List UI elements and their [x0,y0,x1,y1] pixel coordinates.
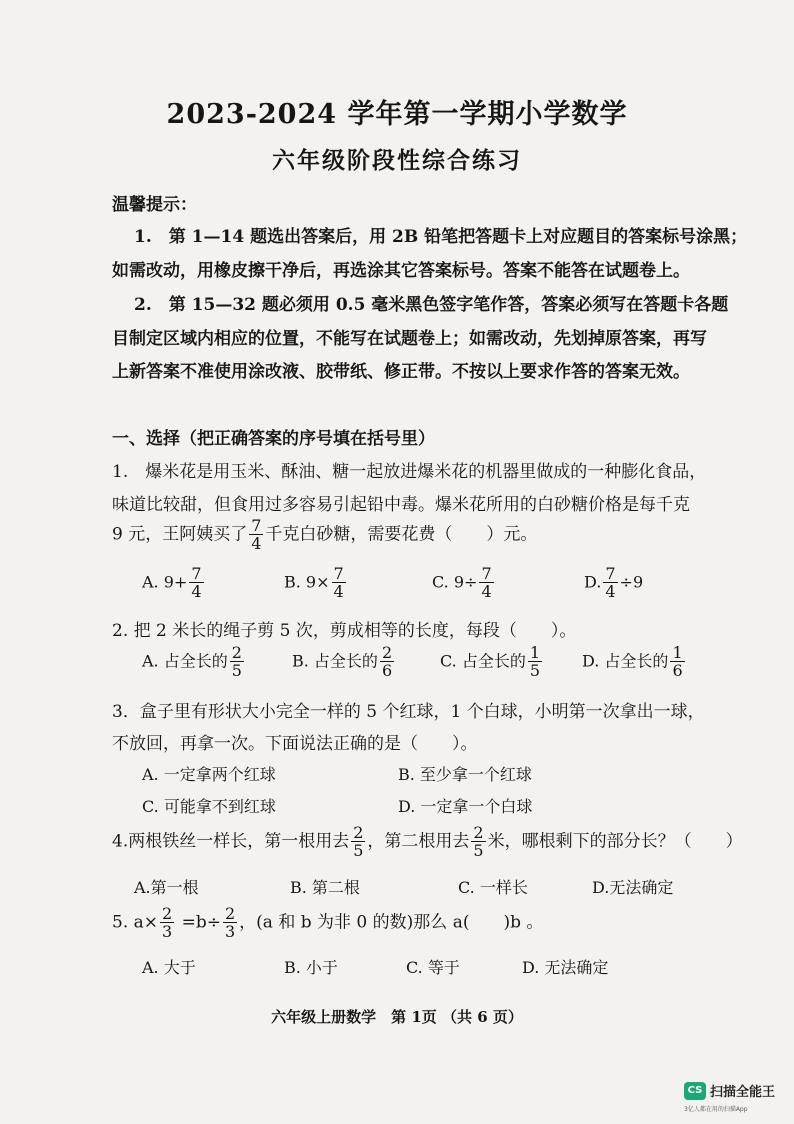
q4-option-d[interactable]: D.无法确定 [592,878,674,897]
q5-stem: 5. a× $\frac{2}{3}$ =b÷ $\frac{2}{3}$ ，(a 和 b 为非 0 的数)那么 a( )b 。 [112,904,544,941]
q4-stem: 4.两根铁丝一样长，第一根用去 $\frac{2}{5}$ ，第二根用去 $\frac{2}{5}$ 米，哪根剩下的部分长？（ ） [112,823,743,860]
q1-line-2: 味道比较甜，但食用过多容易引起铅中毒。爆米花所用的白砂糖价格是每千克 [112,495,690,515]
q2-stem: 2. 把 2 米长的绳子剪 5 次，剪成相等的长度，每段（ ）。 [112,621,577,641]
q4-option-c[interactable]: C. 一样长 [458,878,528,897]
q1-line-1: 1. 爆米花是用玉米、酥油、糖一起放进爆米花的机器里做成的一种膨化食品， [112,462,707,482]
q5-option-c[interactable]: C. 等于 [406,958,460,977]
q2-option-d[interactable]: D. 占全长的 $\frac{1}{6}$ [582,643,683,680]
q1-option-a[interactable]: A. 9+ $\frac{7}{4}$ [142,564,202,601]
q5-option-d[interactable]: D. 无法确定 [522,958,609,977]
q3-option-d[interactable]: D. 一定拿一个白球 [398,797,533,816]
fraction: $\frac{7}{4}$ [251,516,262,553]
camscanner-name: 扫描全能王 [710,1085,776,1100]
tips-line-4: 目制定区域内相应的位置，不能写在试题卷上；如需改动，先划掉原答案，再写 [112,329,707,349]
tips-label: 温馨提示： [112,195,197,215]
page-footer: 六年级上册数学 第 1页 （共 6 页） [271,1008,523,1026]
q5-option-a[interactable]: A. 大于 [142,958,196,977]
q3-option-b[interactable]: B. 至少拿一个红球 [398,765,532,784]
tips-line-5: 上新答案不准使用涂改液、胶带纸、修正带。不按以上要求作答的答案无效。 [112,362,690,382]
tips-line-2: 如需改动，用橡皮擦干净后，再选涂其它答案标号。答案不能答在试题卷上。 [112,261,690,281]
exam-subtitle: 六年级阶段性综合练习 [272,147,522,174]
q5-option-b[interactable]: B. 小于 [284,958,338,977]
q3-line-2: 不放回，再拿一次。下面说法正确的是（ ）。 [112,734,478,754]
q4-option-a[interactable]: A.第一根 [134,878,199,897]
q1-option-c[interactable]: C. 9÷ $\frac{7}{4}$ [432,564,492,601]
section-heading: 一、选择（把正确答案的序号填在括号里） [112,429,435,449]
q3-line-1: 3．盒子里有形状大小完全一样的 5 个红球，1 个白球，小明第一次拿出一球， [112,702,705,722]
q3-option-a[interactable]: A. 一定拿两个红球 [142,765,276,784]
camscanner-tagline: 3亿人都在用的扫描App [684,1106,748,1113]
q2-option-b[interactable]: B. 占全长的 $\frac{2}{6}$ [292,643,393,680]
q1-line-3: 9 元，王阿姨买了 $\frac{7}{4}$ 千克白砂糖，需要花费（ ）元。 [112,516,538,553]
tips-line-1: 1. 第 1—14 题选出答案后，用 2B 铅笔把答题卡上对应题目的答案标号涂黑； [134,227,748,247]
q1-option-b[interactable]: B. 9× $\frac{7}{4}$ [284,564,344,601]
q2-option-a[interactable]: A. 占全长的 $\frac{2}{5}$ [142,643,242,680]
tips-line-3: 2. 第 15—32 题必须用 0.5 毫米黑色签字笔作答，答案必须写在答题卡各题 [134,295,729,315]
camscanner-logo-icon: CS [684,1082,706,1100]
q1-option-d[interactable]: D. $\frac{7}{4}$ ÷9 [584,564,644,601]
q2-option-c[interactable]: C. 占全长的 $\frac{1}{5}$ [440,643,541,680]
q3-option-c[interactable]: C. 可能拿不到红球 [142,797,276,816]
exam-title: 2023-2024 学年第一学期小学数学 [166,99,628,130]
q4-option-b[interactable]: B. 第二根 [290,878,360,897]
